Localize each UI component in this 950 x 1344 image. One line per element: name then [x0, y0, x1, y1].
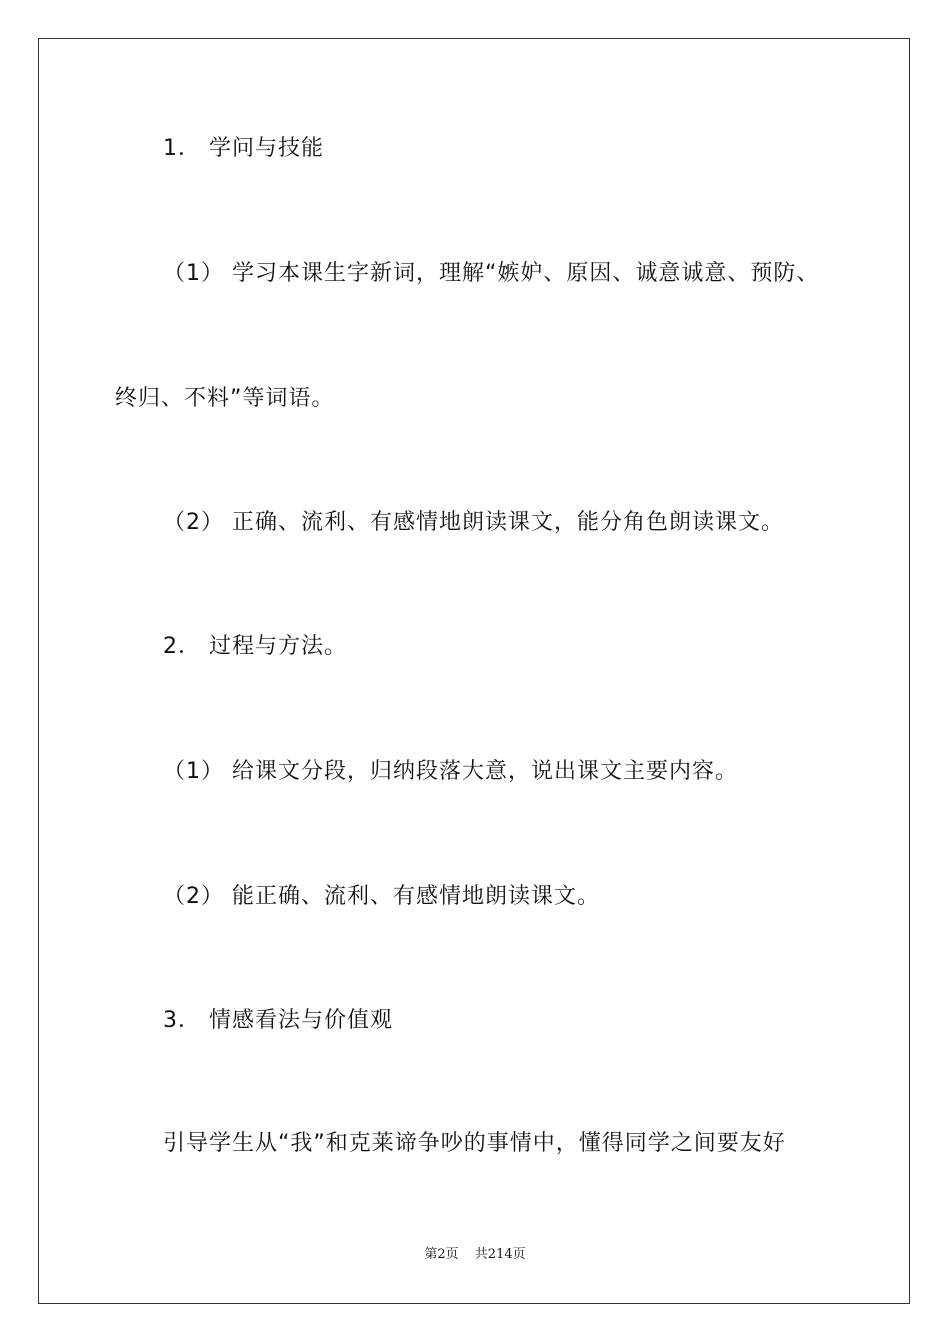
- page-number: 第2页: [424, 1247, 459, 1262]
- heading-process-method: 2． 过程与方法。: [163, 634, 347, 659]
- list-item-read-aloud: （2） 能正确、流利、有感情地朗读课文。: [163, 884, 600, 909]
- paragraph-guidance: 引导学生从“我”和克莱谛争吵的事情中，懂得同学之间要友好: [163, 1131, 786, 1156]
- list-item-paragraphs: （1） 给课文分段，归纳段落大意，说出课文主要内容。: [163, 759, 738, 784]
- page-footer: [0, 1246, 950, 1264]
- list-item-reading: （2） 正确、流利、有感情地朗读课文，能分角色朗读课文。: [163, 510, 784, 535]
- list-item-vocab-continued: 终归、不料”等词语。: [115, 386, 335, 411]
- heading-emotion-values: 3． 情感看法与价值观: [163, 1008, 393, 1033]
- heading-knowledge-skills: 1． 学问与技能: [163, 136, 324, 161]
- page-frame: [38, 38, 910, 1304]
- list-item-vocab: （1） 学习本课生字新词，理解“嫉妒、原因、诚意诚意、预防、: [163, 261, 820, 286]
- page-total: 共214页: [474, 1247, 526, 1262]
